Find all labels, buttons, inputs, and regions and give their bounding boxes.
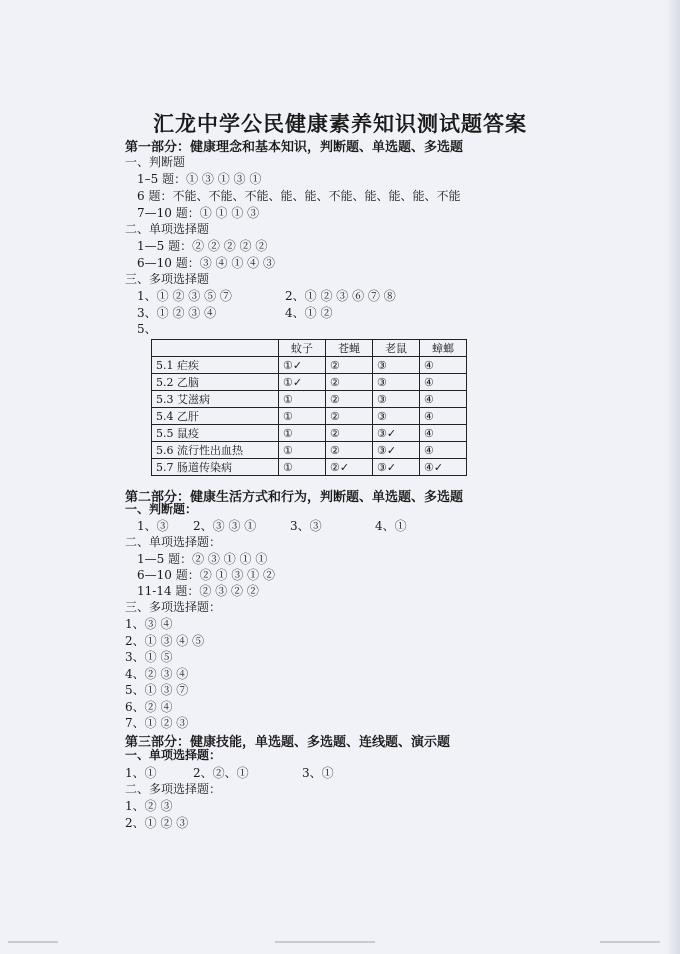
table-cell: ③✓ xyxy=(373,459,420,476)
table-cell: ② xyxy=(326,391,373,408)
table-cell: ① xyxy=(279,442,326,459)
table-cell: 5.3 艾滋病 xyxy=(152,391,279,408)
table-cell: ③ xyxy=(373,357,420,374)
table-cell: ② xyxy=(326,357,373,374)
table-cell: ④ xyxy=(420,391,467,408)
table-row xyxy=(152,425,467,442)
part1-judge-line: 6 题：不能、不能、不能、能、能、不能、能、能、能、不能 xyxy=(137,189,461,203)
part1-single-line: 1—5 题：② ② ② ② ② xyxy=(137,239,268,253)
part2-single-label: 二、单项选择题： xyxy=(125,535,222,549)
table-cell: 5.4 乙肝 xyxy=(152,408,279,425)
table-cell: ②✓ xyxy=(326,459,373,476)
part2-judge-item: 3、③ xyxy=(290,519,322,533)
part2-judge-label: 一、判断题： xyxy=(125,502,198,516)
table-cell: ④ xyxy=(420,357,467,374)
part2-multi-line: 1、③ ④ xyxy=(125,617,173,631)
part2-judge-item: 4、① xyxy=(375,519,407,533)
table-cell: ④ xyxy=(420,408,467,425)
part1-judge-line: 1–5 题：① ③ ① ③ ① xyxy=(137,172,262,186)
table-cell: 5.5 鼠疫 xyxy=(152,425,279,442)
table-header-cell: 蟑螂 xyxy=(420,340,467,357)
table-cell: ① xyxy=(279,459,326,476)
table-cell: 5.2 乙脑 xyxy=(152,374,279,391)
part2-multi-line: 6、② ④ xyxy=(125,700,173,714)
part3-single-item: 3、① xyxy=(302,766,334,780)
table-cell: ①✓ xyxy=(279,374,326,391)
part1-multi-item: 1、① ② ③ ⑤ ⑦ xyxy=(137,289,232,303)
part2-judge-item: 2、③ ③ ① xyxy=(193,519,257,533)
part2-multi-label: 三、多项选择题： xyxy=(125,600,222,614)
table-cell: ④ xyxy=(420,442,467,459)
part2-single-line: 1—5 题：② ③ ① ① ① xyxy=(137,552,268,566)
table-cell: ① xyxy=(279,425,326,442)
scan-edge-shadow xyxy=(666,0,680,954)
table-row xyxy=(152,357,467,374)
table-cell: ③ xyxy=(373,408,420,425)
scan-artifact xyxy=(600,941,660,943)
table-cell: ② xyxy=(326,408,373,425)
part1-heading: 第一部分：健康理念和基本知识，判断题、单选题、多选题 xyxy=(125,140,464,155)
part1-multi-item: 4、① ② xyxy=(285,306,333,320)
part3-multi-line: 2、① ② ③ xyxy=(125,816,189,830)
disease-vector-table xyxy=(151,339,467,476)
table-cell: ② xyxy=(326,374,373,391)
part2-multi-line: 7、① ② ③ xyxy=(125,716,189,730)
table-cell: ①✓ xyxy=(279,357,326,374)
table-cell: 5.1 疟疾 xyxy=(152,357,279,374)
table-row xyxy=(152,459,467,476)
table-header-cell: 老鼠 xyxy=(373,340,420,357)
scan-artifact xyxy=(275,941,375,943)
part3-single-item: 1、① xyxy=(125,766,157,780)
part1-multi-label: 三、多项选择题 xyxy=(125,272,210,286)
table-cell: ④ xyxy=(420,374,467,391)
table-row xyxy=(152,374,467,391)
scan-artifact xyxy=(8,941,58,943)
table-header-cell: 苍蝇 xyxy=(326,340,373,357)
table-cell: ③✓ xyxy=(373,425,420,442)
part1-multi-q5: 5、 xyxy=(137,322,157,336)
part1-judge-label: 一、判断题 xyxy=(125,155,186,169)
part1-single-label: 二、单项选择题 xyxy=(125,222,210,236)
table-row xyxy=(152,442,467,459)
table-row xyxy=(152,408,467,425)
table-cell: ① xyxy=(279,408,326,425)
table-header-row xyxy=(152,340,467,357)
part2-multi-line: 4、② ③ ④ xyxy=(125,667,189,681)
part2-multi-line: 5、① ③ ⑦ xyxy=(125,683,189,697)
table-cell: 5.6 流行性出血热 xyxy=(152,442,279,459)
part2-multi-line: 2、① ③ ④ ⑤ xyxy=(125,634,205,648)
table-cell: 5.7 肠道传染病 xyxy=(152,459,279,476)
table-header-cell: 蚊子 xyxy=(279,340,326,357)
part2-heading: 第二部分：健康生活方式和行为，判断题、单选题、多选题 xyxy=(125,490,464,505)
table-cell: ① xyxy=(279,391,326,408)
part1-multi-item: 2、① ② ③ ⑥ ⑦ ⑧ xyxy=(285,289,396,303)
part3-single-label: 一、单项选择题： xyxy=(125,748,222,762)
part2-judge-item: 1、③ xyxy=(137,519,169,533)
document-title: 汇龙中学公民健康素养知识测试题答案 xyxy=(153,111,527,136)
table-cell: ③ xyxy=(373,391,420,408)
part1-single-line: 6—10 题：③ ④ ① ④ ③ xyxy=(137,256,275,270)
part3-multi-label: 二、多项选择题： xyxy=(125,782,222,796)
table-cell: ④✓ xyxy=(420,459,467,476)
table-cell: ③✓ xyxy=(373,442,420,459)
part1-judge-line: 7—10 题：① ① ① ③ xyxy=(137,206,260,220)
part1-multi-item: 3、① ② ③ ④ xyxy=(137,306,217,320)
part3-heading: 第三部分：健康技能，单选题、多选题、连线题、演示题 xyxy=(125,735,451,750)
table-cell: ② xyxy=(326,442,373,459)
table-cell: ④ xyxy=(420,425,467,442)
table-cell: ③ xyxy=(373,374,420,391)
table-row xyxy=(152,391,467,408)
part3-multi-line: 1、② ③ xyxy=(125,799,173,813)
table-header-cell xyxy=(152,340,279,357)
table-cell: ② xyxy=(326,425,373,442)
part2-single-line: 11-14 题：② ③ ② ② xyxy=(137,584,259,598)
part2-single-line: 6—10 题：② ① ③ ① ② xyxy=(137,568,275,582)
part2-multi-line: 3、① ⑤ xyxy=(125,650,173,664)
part3-single-item: 2、②、① xyxy=(193,766,249,780)
